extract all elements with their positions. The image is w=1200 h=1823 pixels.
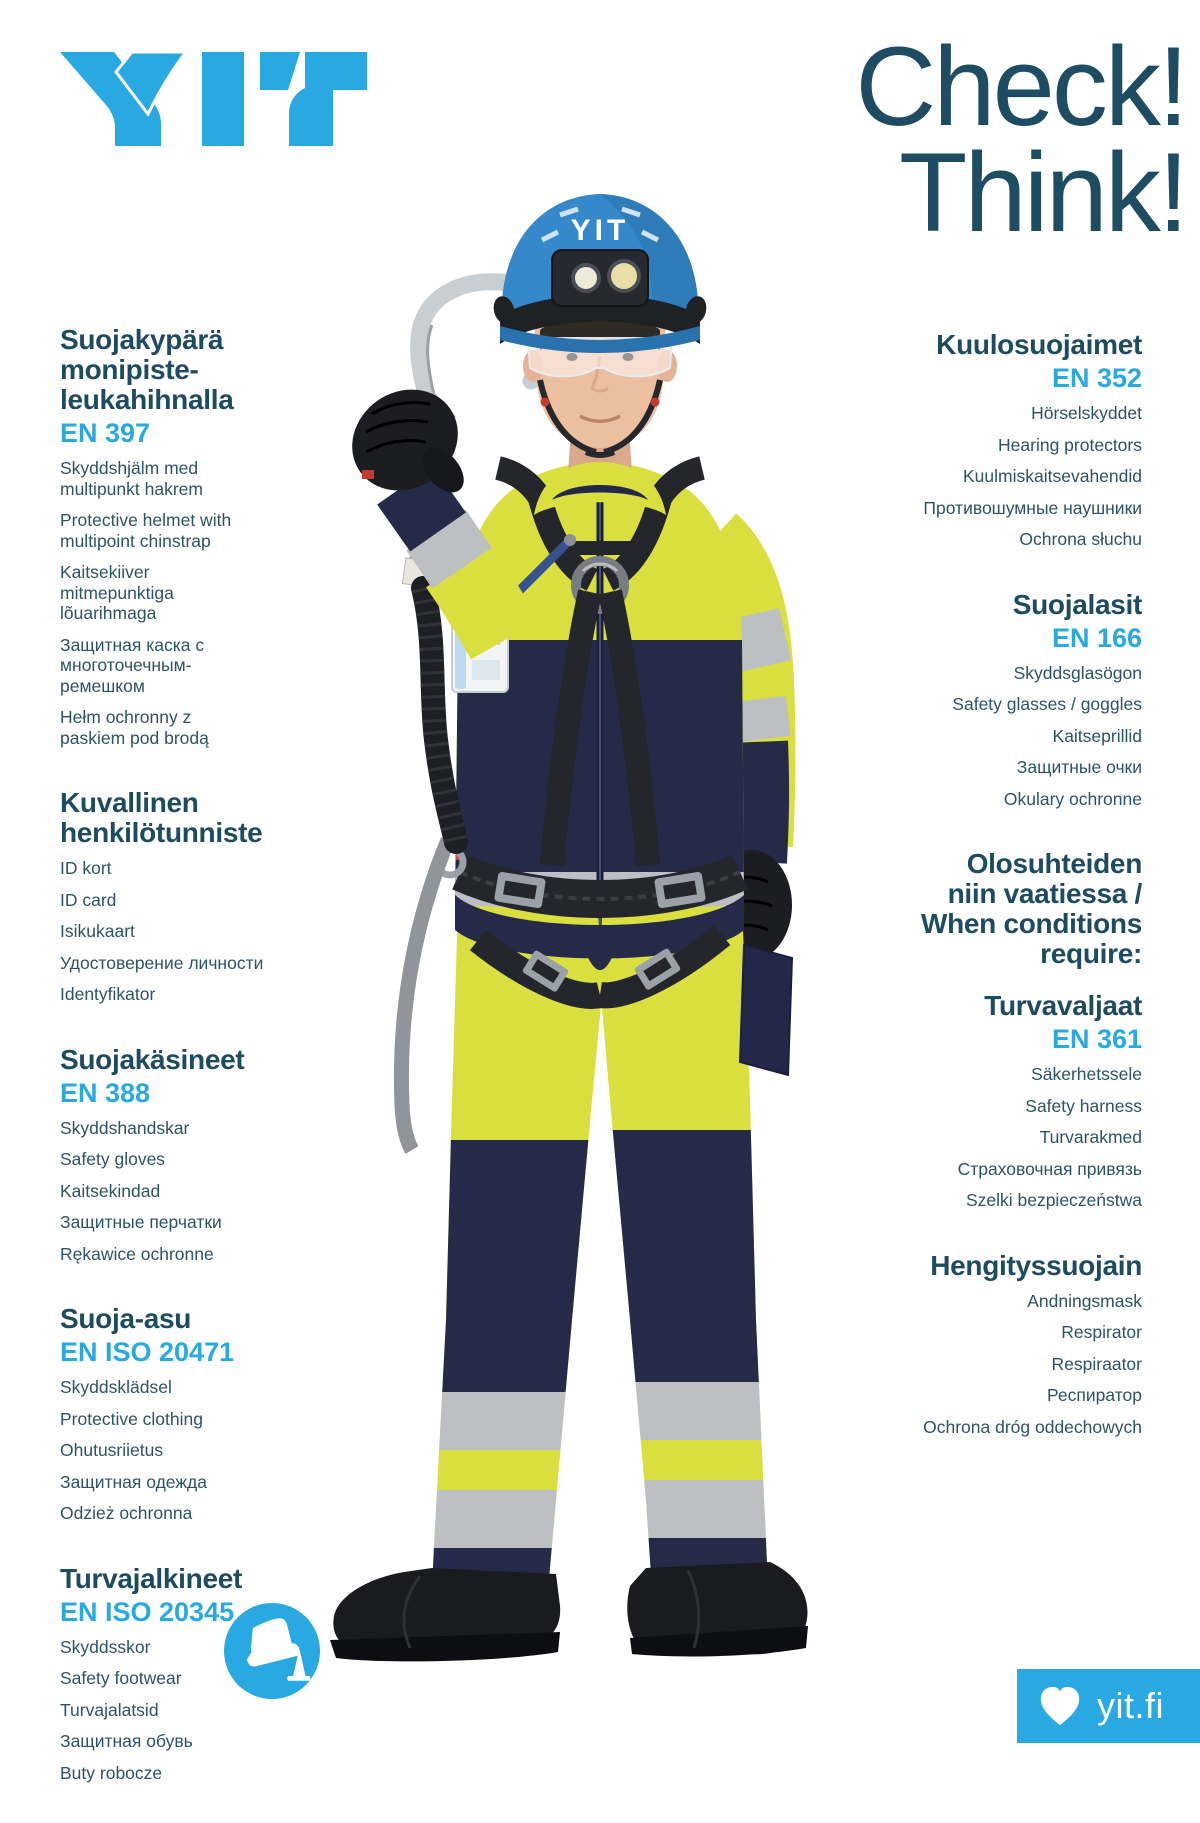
- translation-item: [60, 953, 332, 974]
- translation-item: [772, 663, 1142, 684]
- standard-code: EN 397: [60, 418, 151, 448]
- translation-item: [60, 458, 332, 499]
- translation-item-line: Protective helmet with: [60, 510, 232, 530]
- translation-item: [772, 1322, 1142, 1343]
- section-title-line: Kuvallinen: [60, 787, 199, 818]
- translation-item-line: Turvajalatsid: [60, 1699, 159, 1720]
- section-title-line: henkilötunniste: [60, 817, 263, 848]
- section-title-line: Turvajalkineet: [60, 1562, 243, 1594]
- section-title-line: monipiste-: [60, 354, 199, 385]
- translation-item-line: Защитные перчатки: [60, 1212, 222, 1232]
- translation-items: [60, 1377, 332, 1524]
- translation-item-line: Okulary ochronne: [1003, 788, 1142, 809]
- translation-item: [60, 1440, 332, 1461]
- conditions-note-line: Olosuhteiden: [966, 848, 1142, 879]
- yit-logo-graphic: [52, 50, 367, 147]
- translation-item-line: Isikukaart: [60, 921, 135, 941]
- section-hengityssuojain: [772, 1251, 1142, 1438]
- section-suoja-asu: [60, 1304, 332, 1524]
- translation-item-line: paskiem pod brodą: [60, 727, 209, 748]
- translation-item: [772, 498, 1142, 519]
- translation-item: [772, 403, 1142, 424]
- translation-item: [772, 1127, 1142, 1148]
- translation-item-line: ID card: [60, 889, 117, 910]
- translation-item: [60, 1763, 332, 1784]
- section-suojakypara: [60, 325, 332, 748]
- translation-item-line: Респиратор: [1046, 1385, 1142, 1405]
- section-title-line: Suojakäsineet: [60, 1043, 245, 1075]
- section-conditions-note: [772, 849, 1142, 969]
- section-title-line: Suojalasit: [1012, 588, 1142, 620]
- standard-code: EN 352: [1051, 363, 1142, 393]
- standard-code: EN 388: [60, 1077, 151, 1108]
- translation-items: [772, 1064, 1142, 1211]
- translation-item: [60, 1700, 332, 1721]
- translation-item-line: Противошумные наушники: [923, 497, 1142, 518]
- translation-item-line: Hełm ochronny z: [60, 707, 192, 727]
- section-suojakasineet: [60, 1045, 332, 1265]
- heart-icon: [1037, 1685, 1083, 1727]
- conditions-note-line: require:: [1040, 938, 1142, 969]
- translation-item: [60, 984, 332, 1005]
- conditions-note-line: When conditions: [920, 908, 1142, 939]
- translation-item: [772, 1096, 1142, 1117]
- translation-item-line: Szelki bezpieczeństwa: [965, 1190, 1142, 1210]
- translation-item: [772, 1385, 1142, 1406]
- translation-item-line: Rękawice ochronne: [60, 1243, 214, 1264]
- translation-item: [772, 694, 1142, 715]
- left-equipment-column: [60, 325, 332, 1823]
- translation-item-line: Защитная обувь: [60, 1731, 193, 1751]
- translation-item-line: Buty robocze: [60, 1762, 163, 1783]
- translation-item: [60, 562, 332, 624]
- translation-item: [60, 921, 332, 942]
- translation-item-line: Säkerhetssele: [1031, 1064, 1142, 1084]
- section-title-line: Suoja-asu: [60, 1303, 192, 1334]
- translation-item-line: Safety footwear: [60, 1668, 182, 1688]
- translation-items: [772, 663, 1142, 810]
- translation-item-line: Защитная каска с: [60, 634, 205, 655]
- translation-item: [772, 757, 1142, 778]
- translation-item: [772, 1291, 1142, 1312]
- translation-item-line: Turvarakmed: [1039, 1127, 1142, 1147]
- translation-item-line: ID kort: [60, 858, 112, 878]
- translation-item: [60, 1118, 332, 1139]
- translation-item: [60, 510, 332, 551]
- translation-item: [60, 1731, 332, 1752]
- translation-item: [60, 1212, 332, 1233]
- translation-item: [772, 726, 1142, 747]
- translation-item: [60, 1149, 332, 1170]
- translation-item-line: Odzież ochronna: [60, 1503, 193, 1523]
- translation-item-line: Ohutusriietus: [60, 1440, 164, 1460]
- standard-code: EN 361: [1051, 1024, 1142, 1054]
- translation-item-line: Защитная одежда: [60, 1471, 207, 1492]
- translation-item-line: Kaitsekindad: [60, 1180, 161, 1201]
- translation-item-line: lõuarihmaga: [60, 603, 157, 623]
- translation-item-line: Hörselskyddet: [1031, 403, 1142, 423]
- translation-item-line: Skyddsskor: [60, 1636, 151, 1657]
- section-title: [60, 325, 332, 415]
- section-title: [60, 788, 332, 848]
- translation-item: [60, 858, 332, 879]
- conditions-note-line: niin vaatiessa /: [947, 878, 1142, 909]
- standard-code: EN ISO 20345: [60, 1596, 235, 1627]
- translation-item: [60, 1409, 332, 1430]
- translation-item-line: многоточечным-: [60, 655, 192, 675]
- translation-item: [772, 529, 1142, 550]
- knee-patch: [400, 1140, 630, 1392]
- section-title-line: Suojakypärä: [60, 324, 224, 355]
- section-title: [772, 330, 1142, 360]
- helmet-logo-text: YIT: [570, 214, 630, 247]
- reflective-stripe: [400, 1392, 630, 1450]
- translation-item: [772, 435, 1142, 456]
- translation-item-line: Skyddsglasögon: [1013, 662, 1142, 683]
- section-title: [60, 1564, 332, 1594]
- section-title: [60, 1304, 332, 1334]
- translation-item: [772, 1190, 1142, 1211]
- glove-left: [332, 369, 477, 511]
- translation-item: [60, 1503, 332, 1524]
- translation-item-line: Kuulmiskaitsevahendid: [963, 466, 1142, 486]
- translation-item: [772, 789, 1142, 810]
- safety-boots: [330, 1562, 808, 1661]
- worker-photo: [290, 160, 810, 1670]
- section-title-line: Hengityssuojain: [930, 1249, 1142, 1281]
- headline: [855, 24, 1186, 255]
- translation-item-line: Kaitseprillid: [1052, 725, 1142, 746]
- translation-item-line: Удостоверение личности: [60, 952, 264, 973]
- translation-item: [772, 1064, 1142, 1085]
- translation-item-line: multipoint chinstrap: [60, 530, 211, 551]
- footer-brand-box: [1017, 1669, 1200, 1743]
- translation-items: [60, 1118, 332, 1265]
- section-title-line: Kuulosuojaimet: [936, 329, 1142, 360]
- translation-item: [772, 1417, 1142, 1438]
- reflective-stripe: [400, 1490, 630, 1548]
- standard-code: EN 166: [1051, 622, 1142, 653]
- section-kuulosuojaimet: [772, 330, 1142, 550]
- translation-item-line: Ochrona dróg oddechowych: [923, 1416, 1142, 1437]
- section-title: [772, 991, 1142, 1021]
- section-title: [772, 1251, 1142, 1281]
- section-title-line: Turvavaljaat: [984, 990, 1142, 1021]
- translation-item-line: multipunkt hakrem: [60, 478, 203, 499]
- headlamp: [552, 250, 648, 306]
- translation-item-line: Protective clothing: [60, 1408, 203, 1429]
- headline-line-2: Think!: [899, 130, 1186, 255]
- section-suojalasit: [772, 590, 1142, 810]
- translation-item-line: mitmepunktiga: [60, 582, 174, 603]
- translation-items: [60, 458, 332, 748]
- right-equipment-column: [772, 330, 1142, 1477]
- translation-item: [60, 635, 332, 697]
- section-title-line: leukahihnalla: [60, 384, 234, 415]
- translation-item-line: Identyfikator: [60, 984, 156, 1004]
- translation-items: [772, 403, 1142, 550]
- translation-item-line: Ochrona słuchu: [1019, 529, 1142, 549]
- translation-item: [60, 707, 332, 748]
- translation-item-line: Skyddshandskar: [60, 1117, 190, 1138]
- yit-logo: [52, 50, 367, 147]
- translation-item-line: Respirator: [1061, 1322, 1142, 1342]
- translation-item: [60, 1181, 332, 1202]
- safety-footwear-icon: [224, 1603, 320, 1699]
- translation-item: [772, 1354, 1142, 1375]
- section-title: [772, 590, 1142, 620]
- translation-item-line: Страховочная привязь: [957, 1158, 1142, 1179]
- translation-item: [60, 890, 332, 911]
- translation-item-line: Respiraator: [1051, 1353, 1142, 1374]
- translation-item-line: Safety harness: [1025, 1095, 1142, 1116]
- translation-item-line: Andningsmask: [1027, 1290, 1142, 1311]
- section-henkilotunniste: [60, 788, 332, 1005]
- section-turvavaljaat: [772, 991, 1142, 1211]
- translation-item-line: Safety gloves: [60, 1149, 166, 1169]
- translation-item-line: Hearing protectors: [998, 434, 1142, 455]
- translation-item: [772, 466, 1142, 487]
- footer-site-link[interactable]: yit.fi: [1097, 1685, 1165, 1726]
- translation-items: [60, 858, 332, 1005]
- headline-line-1: Check!: [855, 24, 1186, 149]
- reflective-stripe: [590, 1480, 810, 1538]
- translation-item-line: Safety glasses / goggles: [952, 694, 1142, 714]
- translation-item-line: Skyddshjälm med: [60, 458, 199, 478]
- translation-items: [772, 1291, 1142, 1438]
- translation-item: [60, 1472, 332, 1493]
- translation-item: [60, 1377, 332, 1398]
- translation-item: [60, 1244, 332, 1265]
- translation-item-line: ремешком: [60, 675, 145, 696]
- dangling-strap: [401, 840, 448, 1150]
- translation-item-line: Kaitsekiiver: [60, 562, 150, 582]
- translation-item-line: Skyddsklädsel: [60, 1377, 172, 1397]
- translation-item-line: Защитные очки: [1016, 757, 1142, 777]
- standard-code: EN ISO 20471: [60, 1337, 235, 1367]
- translation-item: [772, 1159, 1142, 1180]
- section-title: [60, 1045, 332, 1075]
